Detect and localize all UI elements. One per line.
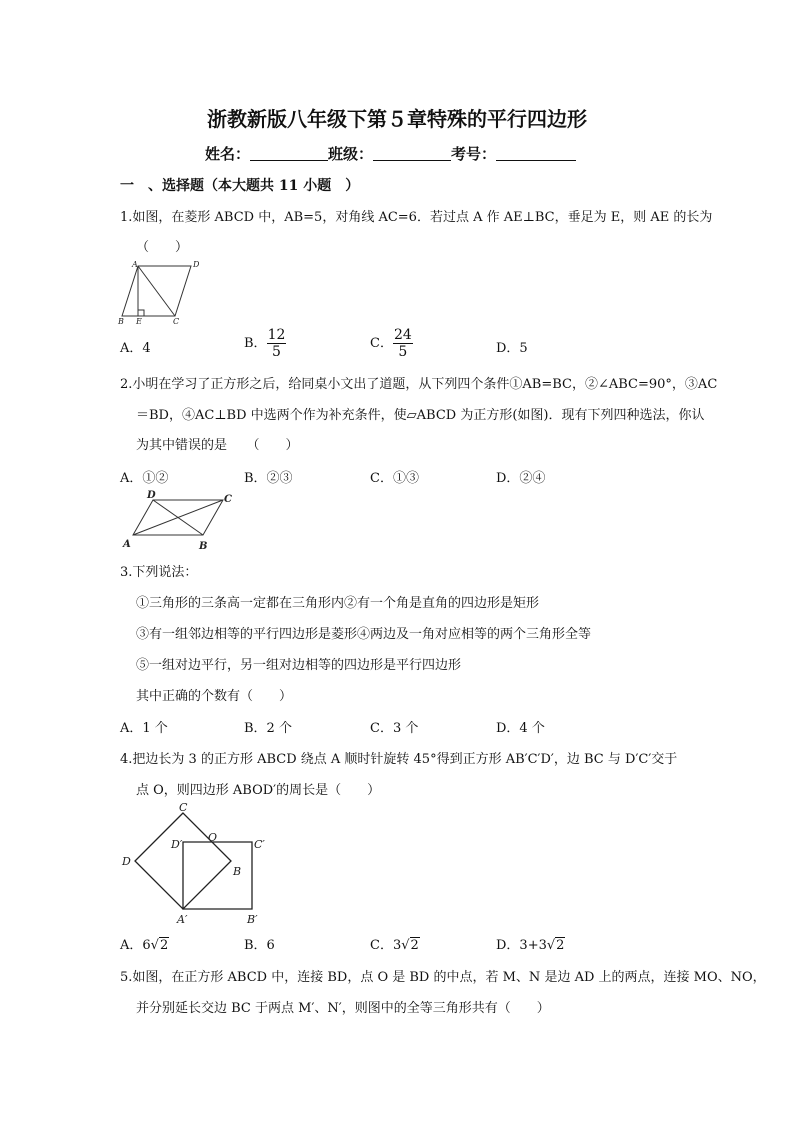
q1-option-c[interactable]: C． $\frac{24}{5}$ <box>370 327 412 360</box>
q3-option-b[interactable]: B．2 个 <box>244 721 292 736</box>
q4-label-b: B <box>233 865 242 878</box>
q4-label-o: O <box>208 831 218 844</box>
q2-option-d[interactable]: D．②④ <box>496 471 546 486</box>
q3-statement-3: ⑤一组对边平行，另一组对边相等的四边形是平行四边形 <box>136 658 462 673</box>
q2-text-line3: 为其中错误的是 （ ） <box>136 438 299 453</box>
id-label: 考号： <box>451 145 497 163</box>
q2-label-d: D <box>147 490 156 501</box>
q1-label-c: C <box>173 317 180 326</box>
page-title: 浙教新版八年级下第５章特殊的平行四边形 <box>207 107 587 131</box>
q1-text-line2: （ ） <box>136 240 189 255</box>
q2-diagonal-ac <box>133 500 223 535</box>
class-label: 班级： <box>328 145 374 163</box>
q4-option-c-radical: √2 <box>401 938 419 953</box>
q4-label-c: C <box>179 801 188 814</box>
name-label: 姓名： <box>205 145 251 163</box>
q2-option-b[interactable]: B．②③ <box>244 471 293 486</box>
q3-option-d[interactable]: D．4 个 <box>496 721 545 736</box>
q4-label-d-prime: D′ <box>171 838 183 851</box>
section-heading: 一 、选择题（本大题共 11 小题 ） <box>120 178 360 194</box>
q2-label-b: B <box>199 541 208 552</box>
student-info <box>205 143 576 164</box>
q1-option-a[interactable]: A．4 <box>120 341 151 356</box>
q1-rhombus-figure <box>112 258 204 326</box>
q1-diagonal-ac <box>138 266 175 316</box>
q5-text-line1: 5.如图，在正方形 ABCD 中，连接 BD，点 O 是 BD 的中点，若 M、N 是边 AD 上的两点，连接 MO、NO， <box>120 970 766 985</box>
q1-right-angle-mark <box>138 310 144 316</box>
q2-label-a: A <box>123 539 131 550</box>
q5-text-line2: 并分别延长交边 BC 于两点 M′、N′，则图中的全等三角形共有（ ） <box>136 1001 550 1016</box>
q4-label-b-prime: B′ <box>247 913 258 926</box>
q3-statement-1: ①三角形的三条高一定都在三角形内②有一个角是直角的四边形是矩形 <box>136 596 540 611</box>
q4-option-a-radical: √2 <box>150 938 169 953</box>
q1-option-b-fraction: $\frac{12}{5}$ <box>267 327 286 360</box>
q2-option-c[interactable]: C．①③ <box>370 471 419 486</box>
q1-label-a: A <box>132 260 138 269</box>
q2-label-c: C <box>224 494 232 505</box>
q3-text-line1: 3.下列说法： <box>120 565 198 580</box>
q1-label-d: D <box>193 260 200 269</box>
q4-option-d-radical: √2 <box>546 938 565 953</box>
q1-label-e: E <box>136 317 142 326</box>
q4-text-line1: 4.把边长为 3 的正方形 ABCD 绕点 A 顺时针旋转 45°得到正方形 AB′C′D′，边 BC 与 D′C′交于 <box>120 752 678 767</box>
q3-statement-2: ③有一组邻边相等的平行四边形是菱形④两边及一角对应相等的两个三角形全等 <box>136 627 592 642</box>
q1-text-line1: 1.如图，在菱形 ABCD 中，AB=5，对角线 AC=6．若过点 A 作 AE⊥BC，垂足为 E，则 AE 的长为 <box>120 210 713 225</box>
q4-option-d[interactable]: D．3+3√2 <box>496 938 565 953</box>
q4-label-c-prime: C′ <box>254 838 265 851</box>
q2-text-line1: 2.小明在学习了正方形之后，给同桌小文出了道题，从下列四个条件①AB=BC，②∠ABC=90°，③AC <box>120 377 718 392</box>
q2-text-line2: ＝BD，④AC⊥BD 中选两个作为补充条件，使▱ABCD 为正方形(如图)．现有下列四种选法，你认 <box>136 408 705 423</box>
q3-option-a[interactable]: A．1 个 <box>120 721 168 736</box>
q3-option-c[interactable]: C．3 个 <box>370 721 419 736</box>
q1-option-c-fraction: $\frac{24}{5}$ <box>393 327 412 360</box>
id-blank[interactable] <box>496 146 576 161</box>
q4-label-a-prime: A′ <box>177 913 188 926</box>
q1-option-b[interactable]: B． $\frac{12}{5}$ <box>244 327 286 360</box>
q1-option-d[interactable]: D．5 <box>496 341 528 356</box>
q4-option-b[interactable]: B．6 <box>244 938 275 953</box>
name-blank[interactable] <box>250 146 328 161</box>
q4-option-a[interactable]: A．6√2 <box>120 938 169 953</box>
q4-option-c[interactable]: C．3√2 <box>370 938 419 953</box>
q4-text-line2: 点 O，则四边形 ABOD′的周长是（ ） <box>136 783 381 798</box>
class-blank[interactable] <box>373 146 451 161</box>
q4-rotated-squares-figure <box>115 798 280 933</box>
q2-parallelogram-figure <box>115 487 240 553</box>
q1-label-b: B <box>118 317 124 326</box>
q2-option-a[interactable]: A．①② <box>120 471 169 486</box>
q3-prompt: 其中正确的个数有（ ） <box>136 689 293 704</box>
q4-label-d: D <box>122 855 131 868</box>
